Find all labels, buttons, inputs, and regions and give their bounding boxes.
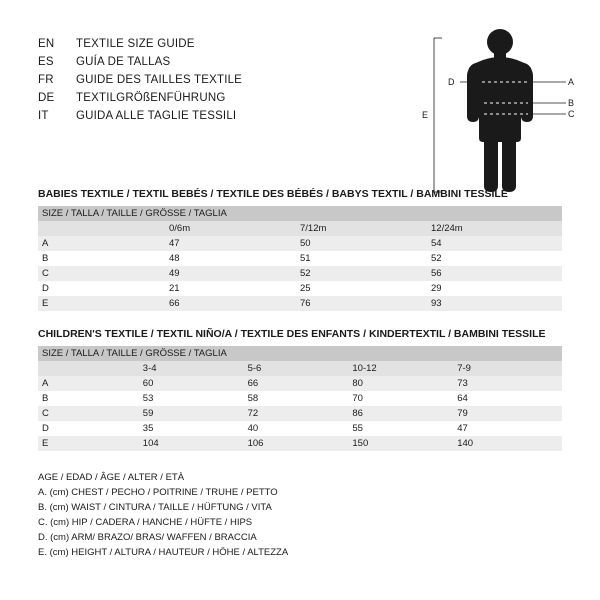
legend-c-hip: C. (cm) HIP / CADERA / HANCHE / HÜFTE / HIPS xyxy=(38,517,253,528)
legend-age: AGE / EDAD / ÂGE / ALTER / ETÀ xyxy=(38,472,185,483)
children-e-3: 140 xyxy=(457,436,562,451)
table-row xyxy=(38,436,562,451)
title-lang-de: DE xyxy=(38,92,55,104)
babies-c-2: 56 xyxy=(431,266,562,281)
children-size-0: 3-4 xyxy=(143,361,248,376)
babies-e-0: 66 xyxy=(169,296,300,311)
table-row xyxy=(38,236,562,251)
children-b-1: 58 xyxy=(248,391,353,406)
children-b-2: 70 xyxy=(352,391,457,406)
body-silhouette xyxy=(467,29,533,192)
children-e-0: 104 xyxy=(143,436,248,451)
babies-d-1: 25 xyxy=(300,281,431,296)
title-row-it xyxy=(38,110,338,128)
table-row xyxy=(38,376,562,391)
babies-size-2: 12/24m xyxy=(431,221,562,236)
children-row-label-a: A xyxy=(38,376,143,391)
label-e: E xyxy=(422,110,429,120)
babies-e-1: 76 xyxy=(300,296,431,311)
babies-row-label-b: B xyxy=(38,251,169,266)
children-size-3: 7-9 xyxy=(457,361,562,376)
babies-size-header: SIZE / TALLA / TAILLE / GRÖSSE / TAGLIA xyxy=(38,206,562,221)
legend-b-waist: B. (cm) WAIST / CINTURA / TAILLE / HÜFTUNG / VITA xyxy=(38,502,272,513)
title-row-fr xyxy=(38,74,338,92)
title-row-en xyxy=(38,38,338,56)
title-lang-es: ES xyxy=(38,56,54,68)
children-b-3: 64 xyxy=(457,391,562,406)
label-a: A xyxy=(568,77,575,87)
label-b: B xyxy=(568,98,575,108)
body-figure xyxy=(420,26,580,206)
title-text-fr: GUIDE DES TAILLES TEXTILE xyxy=(76,74,243,86)
babies-row-label-a: A xyxy=(38,236,169,251)
title-lang-en: EN xyxy=(38,38,55,50)
babies-e-2: 93 xyxy=(431,296,562,311)
children-d-1: 40 xyxy=(248,421,353,436)
children-d-3: 47 xyxy=(457,421,562,436)
children-size-2: 10-12 xyxy=(352,361,457,376)
babies-row-label-d: D xyxy=(38,281,169,296)
table-row xyxy=(38,266,562,281)
children-e-2: 150 xyxy=(352,436,457,451)
children-a-3: 73 xyxy=(457,376,562,391)
title-text-en: TEXTILE SIZE GUIDE xyxy=(76,38,195,50)
babies-b-1: 51 xyxy=(300,251,431,266)
babies-table xyxy=(38,206,562,311)
children-c-3: 79 xyxy=(457,406,562,421)
label-c: C xyxy=(568,109,575,119)
children-row-label-c: C xyxy=(38,406,143,421)
babies-b-0: 48 xyxy=(169,251,300,266)
babies-size-0: 0/6m xyxy=(169,221,300,236)
children-table xyxy=(38,346,562,451)
children-c-0: 59 xyxy=(143,406,248,421)
table-row xyxy=(38,406,562,421)
title-lang-it: IT xyxy=(38,110,49,122)
children-row-label-d: D xyxy=(38,421,143,436)
title-text-de: TEXTILGRÖßENFÜHRUNG xyxy=(76,92,226,104)
children-size-header: SIZE / TALLA / TAILLE / GRÖSSE / TAGLIA xyxy=(38,346,562,361)
children-sizes-blank xyxy=(38,361,143,376)
children-row-label-e: E xyxy=(38,436,143,451)
table-row xyxy=(38,221,562,236)
table-row xyxy=(38,391,562,406)
children-c-2: 86 xyxy=(352,406,457,421)
babies-sizes-blank xyxy=(38,221,169,236)
table-row xyxy=(38,361,562,376)
babies-a-1: 50 xyxy=(300,236,431,251)
children-a-0: 60 xyxy=(143,376,248,391)
title-text-es: GUÍA DE TALLAS xyxy=(76,56,171,68)
table-row xyxy=(38,296,562,311)
children-c-1: 72 xyxy=(248,406,353,421)
children-d-0: 35 xyxy=(143,421,248,436)
children-a-1: 66 xyxy=(248,376,353,391)
babies-d-2: 29 xyxy=(431,281,562,296)
label-d: D xyxy=(448,77,455,87)
title-text-it: GUIDA ALLE TAGLIE TESSILI xyxy=(76,110,237,122)
babies-row-label-c: C xyxy=(38,266,169,281)
legend-a-chest: A. (cm) CHEST / PECHO / POITRINE / TRUHE / PETTO xyxy=(38,487,278,498)
legend-d-arm: D. (cm) ARM/ BRAZO/ BRAS/ WAFFEN / BRACCIA xyxy=(38,532,257,543)
babies-a-0: 47 xyxy=(169,236,300,251)
babies-c-0: 49 xyxy=(169,266,300,281)
babies-c-1: 52 xyxy=(300,266,431,281)
table-row xyxy=(38,346,562,361)
title-row-de xyxy=(38,92,338,110)
children-a-2: 80 xyxy=(352,376,457,391)
table-row xyxy=(38,421,562,436)
table-row xyxy=(38,251,562,266)
children-size-1: 5-6 xyxy=(248,361,353,376)
children-section xyxy=(38,328,562,451)
babies-section-title: BABIES TEXTILE / TEXTIL BEBÉS / TEXTILE DES BÉBÉS / BABYS TEXTIL / BAMBINI TESSILE xyxy=(38,188,508,200)
children-row-label-b: B xyxy=(38,391,143,406)
babies-b-2: 52 xyxy=(431,251,562,266)
babies-a-2: 54 xyxy=(431,236,562,251)
children-d-2: 55 xyxy=(352,421,457,436)
legend-block xyxy=(38,470,558,560)
babies-size-1: 7/12m xyxy=(300,221,431,236)
title-row-es xyxy=(38,56,338,74)
babies-d-0: 21 xyxy=(169,281,300,296)
babies-row-label-e: E xyxy=(38,296,169,311)
title-block xyxy=(38,38,338,128)
babies-section xyxy=(38,188,562,311)
children-section-title: CHILDREN'S TEXTILE / TEXTIL NIÑO/A / TEXTILE DES ENFANTS / KINDERTEXTIL / BAMBINI TESSILE xyxy=(38,328,546,340)
children-e-1: 106 xyxy=(248,436,353,451)
table-row xyxy=(38,281,562,296)
legend-e-height: E. (cm) HEIGHT / ALTURA / HAUTEUR / HÖHE / ALTEZZA xyxy=(38,547,289,558)
children-b-0: 53 xyxy=(143,391,248,406)
table-row xyxy=(38,206,562,221)
title-lang-fr: FR xyxy=(38,74,54,86)
